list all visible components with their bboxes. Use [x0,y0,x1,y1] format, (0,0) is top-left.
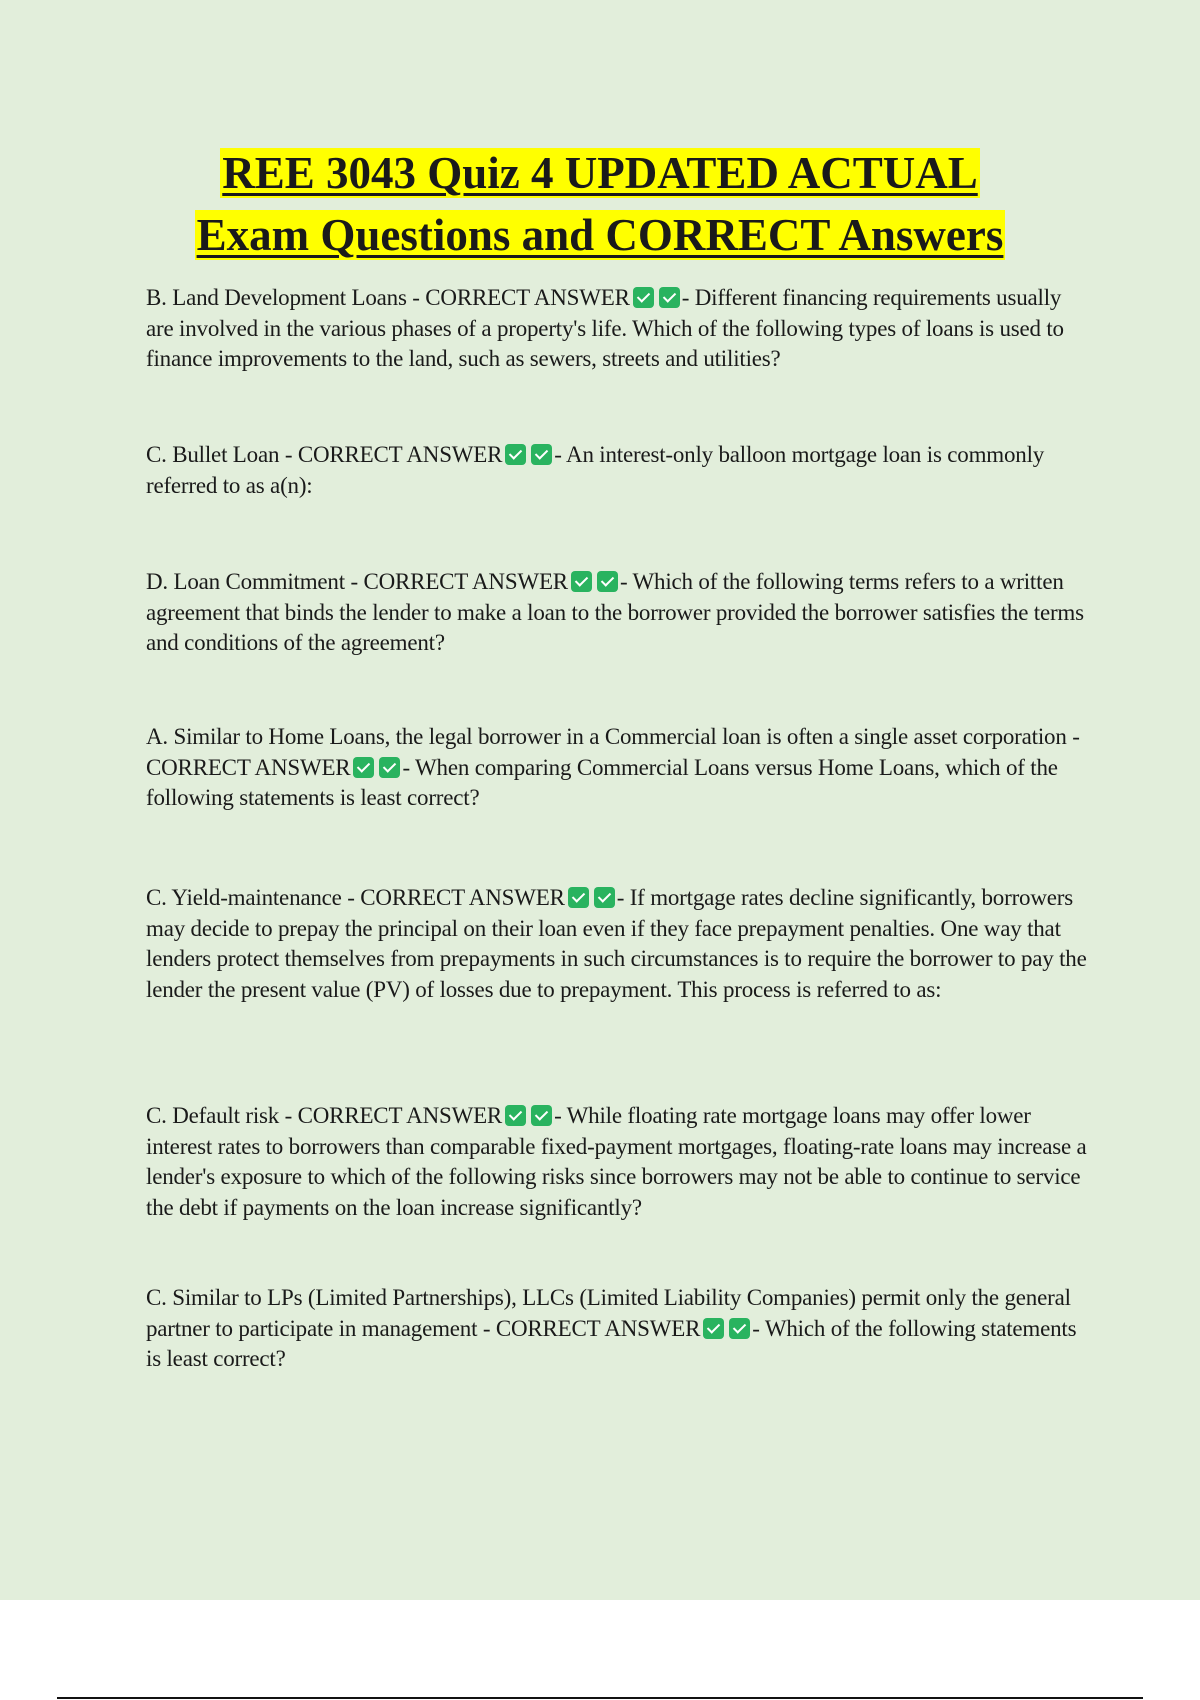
question-text: - An interest-only balloon mortgage loan is commonly referred to as a(n): [146,442,1045,498]
green-check-mark-icon [531,444,552,465]
answer-text: C. Yield-maintenance [146,885,342,910]
answer-text: D. Loan Commitment [146,569,345,594]
answer-text: A. Similar to Home Loans, the legal borrower in a Commercial loan is often a single asset corporation [146,724,1067,749]
correct-answer-marker: - CORRECT ANSWER [146,724,1080,780]
answer-text: C. Similar to LPs (Limited Partnerships), LLCs (Limited Liability Companies) permit only the general partner to participate in management [146,1285,1071,1341]
answer-text: C. Bullet Loan [146,442,280,467]
question-text: - When comparing Commercial Loans versus Home Loans, which of the following statements is least correct? [146,754,1058,810]
qa-item-6 [146,1101,1091,1223]
answer-text: C. Default risk [146,1103,280,1128]
qa-item-5 [146,883,1091,1005]
question-text: - If mortgage rates decline significantly, borrowers may decide to prepay the principal on their loan even if they face prepayment penalties. One way that lenders protect themselves from prepayments in such circumstances is to require the borrower to pay the lender the present value (PV) of losses due to prepayment. This process is referred to as: [146,885,1087,1002]
green-check-mark-icon [597,571,618,592]
green-check-mark-icon [379,757,400,778]
green-check-mark-icon [571,571,592,592]
title-line-1: REE 3043 Quiz 4 UPDATED ACTUAL [222,148,978,198]
correct-answer-marker: - CORRECT ANSWER [341,885,565,910]
question-text: - While floating rate mortgage loans may offer lower interest rates to borrowers than comparable fixed-payment mortgages, floating-rate loans may increase a lender's exposure to which of the following risks since borrowers may not be able to continue to service the debt if payments on the loan increase significantly? [146,1103,1087,1220]
green-check-mark-icon [531,1105,552,1126]
footer-divider [57,1697,1143,1699]
question-text: - Different financing requirements usually are involved in the various phases of a property's life. Which of the following types of loans is used to finance improvements to the land, such as sewers, streets and utilities? [146,285,1064,371]
green-check-mark-icon [568,887,589,908]
qa-item-4 [146,722,1091,814]
correct-answer-marker: - CORRECT ANSWER [406,285,630,310]
green-check-mark-icon [594,887,615,908]
question-text: - Which of the following statements is least correct? [146,1315,1077,1371]
green-check-mark-icon [505,1105,526,1126]
green-check-mark-icon [633,287,654,308]
correct-answer-marker: - CORRECT ANSWER [279,442,503,467]
green-check-mark-icon [703,1318,724,1339]
title-line-2: Exam Questions and CORRECT Answers [196,210,1004,260]
correct-answer-marker: - CORRECT ANSWER [344,569,568,594]
correct-answer-marker: - CORRECT ANSWER [477,1315,701,1341]
green-check-mark-icon [505,444,526,465]
green-check-mark-icon [659,287,680,308]
qa-item-1 [146,283,1091,375]
qa-item-7 [146,1283,1091,1375]
qa-item-2 [146,440,1091,501]
correct-answer-marker: - CORRECT ANSWER [279,1103,503,1128]
question-text: - Which of the following terms refers to a written agreement that binds the lender to make a loan to the borrower provided the borrower satisfies the terms and conditions of the agreement? [146,569,1084,655]
green-check-mark-icon [729,1318,750,1339]
qa-item-3 [146,567,1091,659]
green-check-mark-icon [353,757,374,778]
document-title [0,142,1200,266]
answer-text: B. Land Development Loans [146,285,407,310]
